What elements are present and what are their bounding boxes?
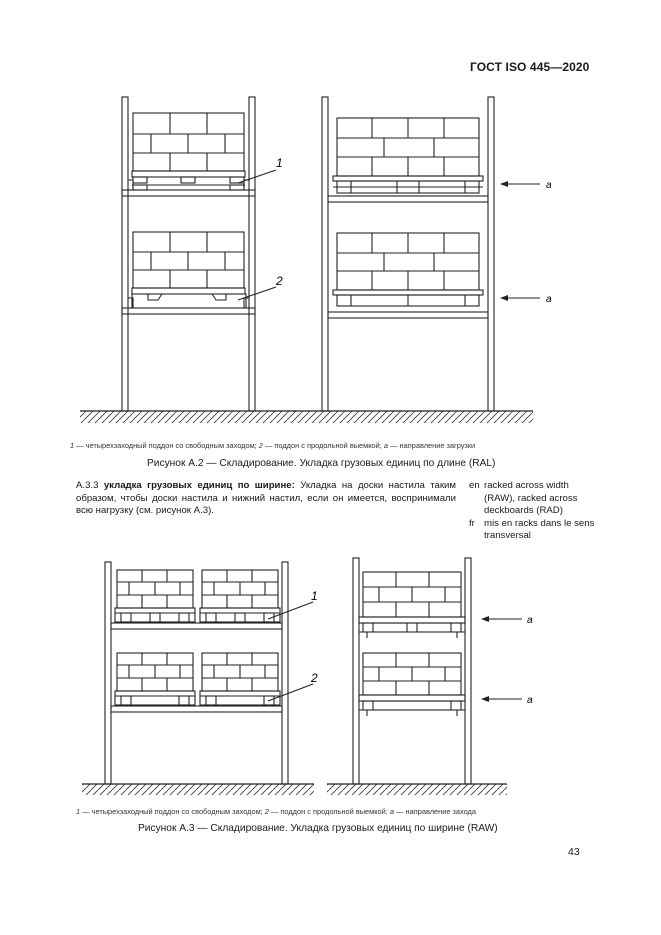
load-unit (359, 653, 465, 716)
rack-upright-right (249, 97, 255, 411)
figure-a3-legend: 1 — четырехзаходный поддон со свободным заходом; 2 — поддон с продольной выемкой; a — направление захода (76, 807, 476, 816)
rack-beam (328, 312, 488, 318)
figure-a3-drawing (0, 545, 661, 805)
floor-hatch (80, 411, 295, 423)
leader-line-2 (268, 684, 313, 701)
rack-upright-left (122, 97, 128, 411)
load-unit (115, 653, 195, 705)
load-unit (359, 572, 465, 638)
figure-a2-caption: Рисунок A.2 — Складирование. Укладка грузовых единиц по длине (RAL) (147, 458, 496, 469)
rack-upright-right (465, 558, 471, 784)
label-1: 1 (276, 156, 283, 170)
term-fr: fr mis en racks dans le sens transversal (469, 517, 595, 541)
floor-hatch (293, 411, 533, 423)
term-en: en racked across width (RAW), racked across deckboards (RAD) (469, 480, 578, 516)
floor-hatch (82, 784, 314, 795)
load-unit (200, 570, 280, 622)
figure-a3-caption: Рисунок A.3 — Складирование. Укладка грузовых единиц по ширине (RAW) (138, 823, 498, 834)
section-definition: Укладка на доски настила таким образом, чтобы доски настила и нижний настил, если он имеется, воспринимали всю нагрузку (см. рисунок A.3). (76, 480, 456, 516)
label-a: a (527, 615, 533, 626)
rack-beam (111, 706, 282, 712)
rack-upright-left (322, 97, 328, 411)
rack-upright-left (353, 558, 359, 784)
rack-beam (122, 190, 255, 196)
term-equivalents (469, 480, 599, 543)
label-a: a (546, 180, 552, 191)
label-a: a (546, 294, 552, 305)
figure-a2-drawing (0, 0, 661, 440)
load-unit-upper (132, 113, 245, 190)
load-unit (200, 653, 280, 705)
page-number: 43 (568, 846, 580, 858)
label-1: 1 (311, 589, 318, 603)
floor-hatch (327, 784, 507, 795)
section-number: A.3.3 (76, 480, 104, 491)
label-2: 2 (276, 274, 283, 288)
rack-beam (111, 623, 282, 629)
label-2: 2 (311, 671, 318, 685)
load-unit (115, 570, 195, 622)
rack-upright-left (105, 562, 111, 784)
leader-line-1 (268, 602, 313, 619)
load-unit-upper (333, 118, 483, 193)
rack-beam (328, 196, 488, 202)
rack-upright-right (488, 97, 494, 411)
section-term: укладка грузовых единиц по ширине: (103, 480, 295, 491)
figure-a2-legend: 1 — четырехзаходный поддон со свободным заходом; 2 — поддон с продольной выемкой; a — направление загрузки (70, 441, 476, 450)
load-unit-lower (333, 233, 483, 306)
section-a33 (76, 480, 456, 518)
document-header: ГОСТ ISO 445—2020 (470, 60, 590, 74)
load-unit-lower (132, 232, 246, 308)
label-a: a (527, 695, 533, 706)
rack-beam (122, 308, 255, 314)
rack-upright-right (282, 562, 288, 784)
